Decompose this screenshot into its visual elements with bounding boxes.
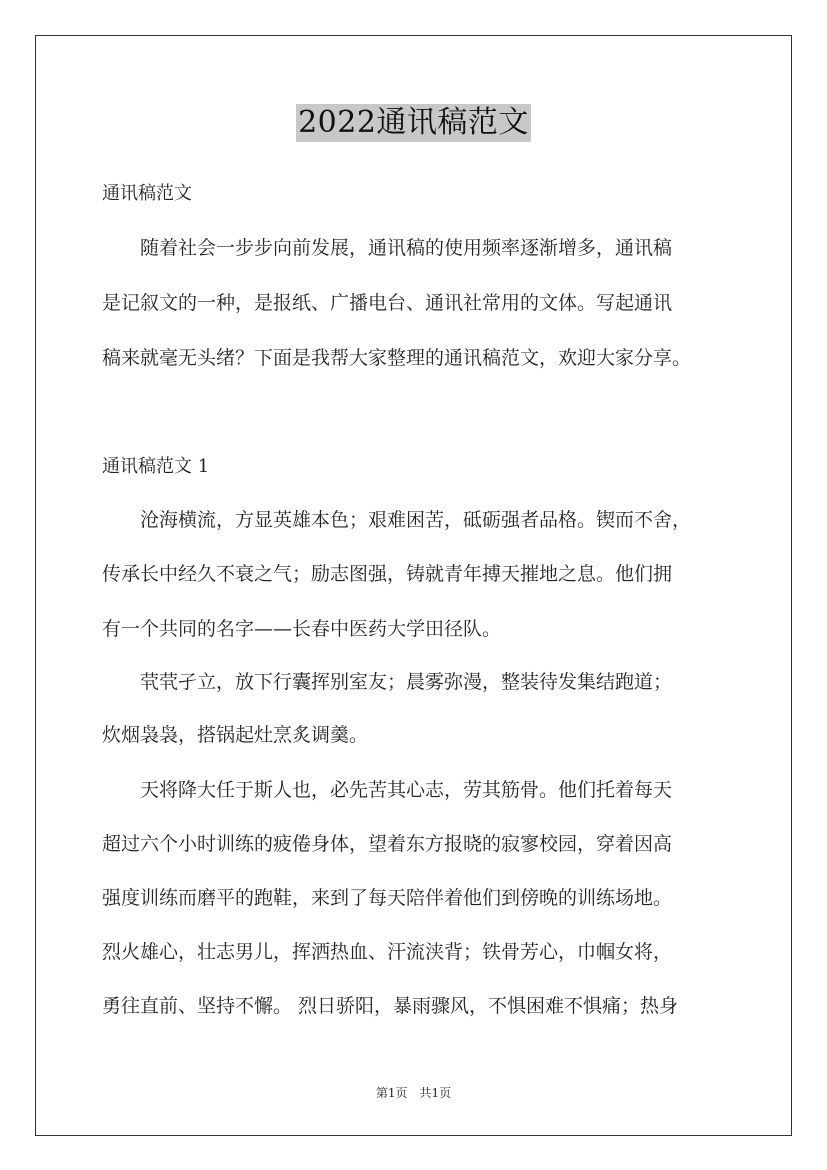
document-title: 2022通讯稿范文 [298,105,529,140]
section1-line-7: 超过六个小时训练的疲倦身体，望着东方报晓的寂寥校园，穿着因高 [102,833,673,855]
section1-line-9: 烈火雄心，壮志男儿，挥洒热血、汗流浃背；铁骨芳心，巾帼女将， [102,941,673,963]
intro-line-3: 稿来就毫无头绪？下面是我帮大家整理的通讯稿范文，欢迎大家分享。 [102,347,692,369]
section1-heading: 通讯稿范文 1 [102,456,210,477]
section1-line-3: 有一个共同的名字——长春中医药大学田径队。 [102,618,502,640]
page-number: 第1页 共1页 [375,1086,452,1100]
section1-line-2: 传承长中经久不衰之气；励志图强，铸就青年搏天摧地之息。他们拥 [102,563,673,585]
title-container [0,104,827,142]
section1-line-8: 强度训练而磨平的跑鞋，来到了每天陪伴着他们到傍晚的训练场地。 [102,887,673,909]
section1-line-4: 茕茕孑立，放下行囊挥别室友；晨雾弥漫，整装待发集结跑道； [140,671,673,693]
section1-line-1: 沧海横流，方显英雄本色；艰难困苦，砥砺强者品格。锲而不舍， [140,509,692,531]
section1-line-5: 炊烟袅袅，搭锅起灶烹炙调羹。 [102,724,369,746]
intro-heading: 通讯稿范文 [102,183,192,204]
section1-line-10: 勇往直前、坚持不懈。 烈日骄阳，暴雨骤风，不惧困难不惧痛；热身 [102,995,679,1017]
intro-line-1: 随着社会一步步向前发展，通讯稿的使用频率逐渐增多，通讯稿 [140,237,673,259]
section1-line-6: 天将降大任于斯人也，必先苦其心志，劳其筋骨。他们托着每天 [140,779,673,801]
intro-line-2: 是记叙文的一种，是报纸、广播电台、通讯社常用的文体。写起通讯 [102,292,673,314]
